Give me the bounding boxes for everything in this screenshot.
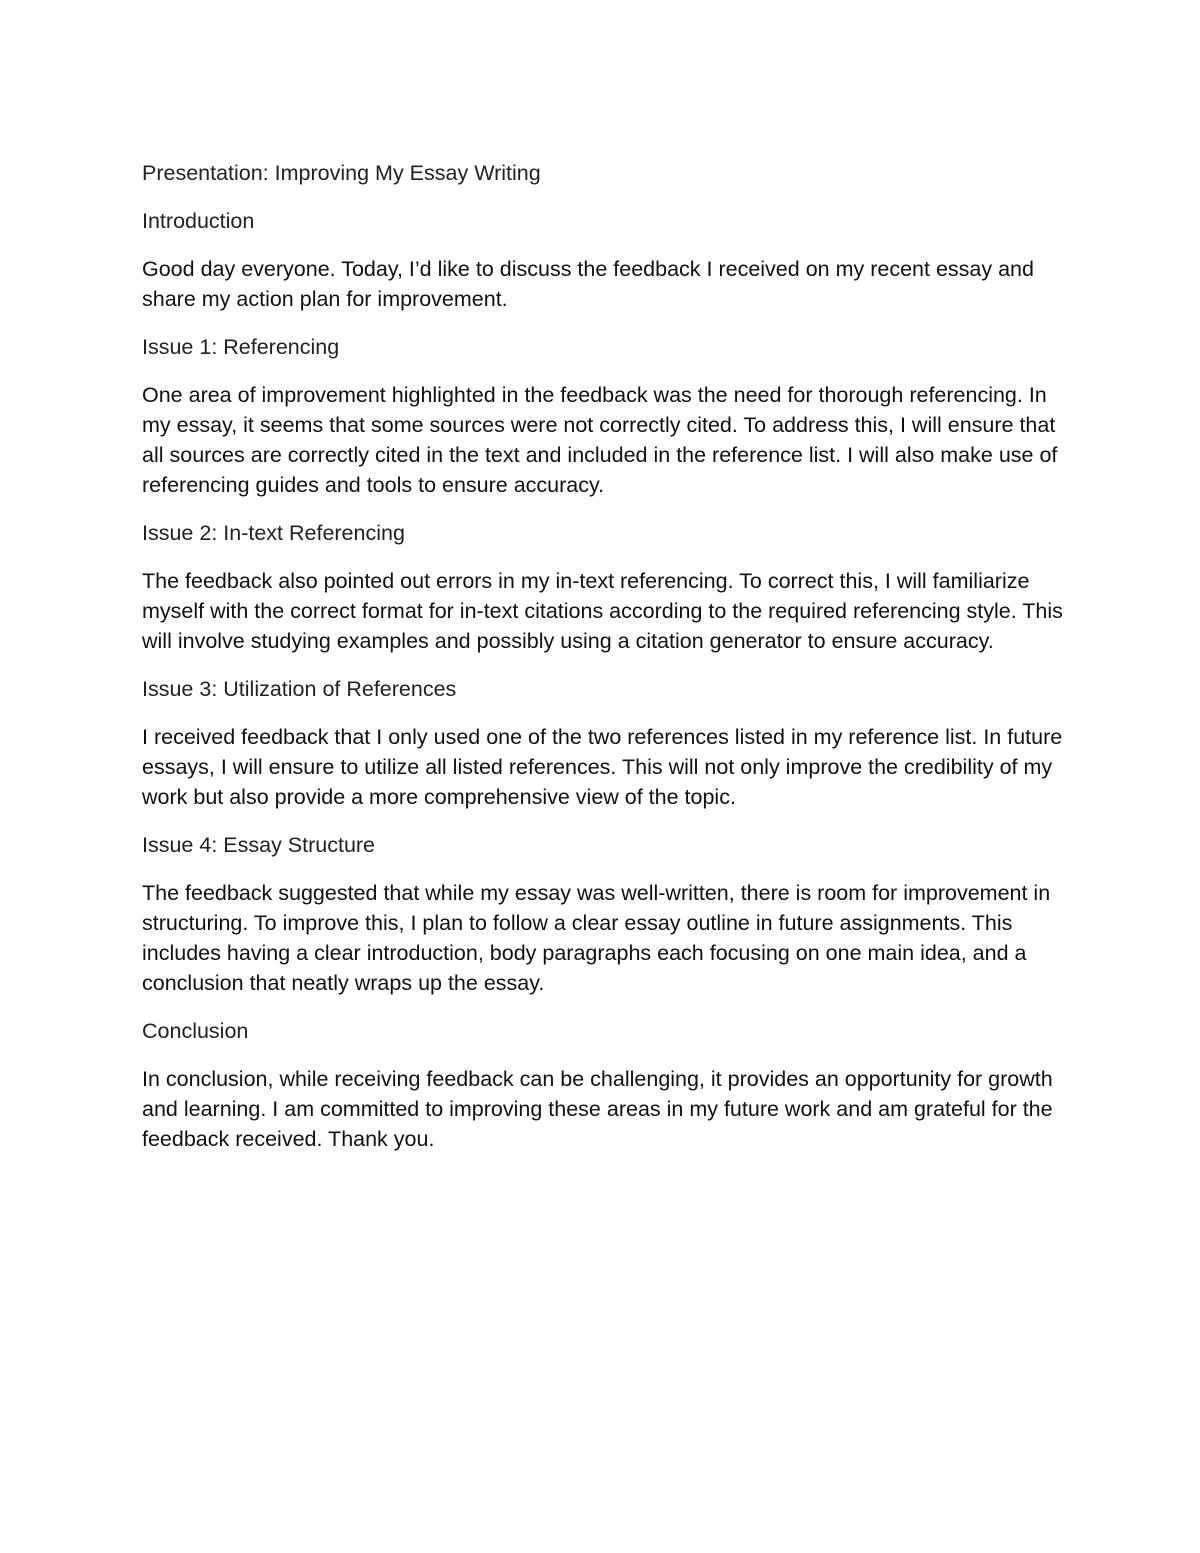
document-title: Presentation: Improving My Essay Writing bbox=[142, 161, 541, 185]
section-body-issue-1: One area of improvement highlighted in the feedback was the need for thorough referencing. In my essay, it seems that some sources were not correctly cited. To address this, I will ensure that all sources are correctly cited in the text and included in the reference list. I will also make use of referencing guides and tools to ensure accuracy. bbox=[142, 383, 1058, 497]
document-content bbox=[142, 158, 1072, 1172]
section-heading-issue-1: Issue 1: Referencing bbox=[142, 335, 340, 359]
section-heading-introduction: Introduction bbox=[142, 209, 255, 233]
section-heading-issue-2: Issue 2: In-text Referencing bbox=[142, 521, 405, 545]
section-heading-conclusion: Conclusion bbox=[142, 1019, 249, 1043]
section-body-issue-2: The feedback also pointed out errors in my in-text referencing. To correct this, I will familiarize myself with the correct format for in-text citations according to the required referencing style. This will involve studying examples and possibly using a citation generator to ensure accuracy. bbox=[142, 569, 1063, 653]
section-heading-issue-4: Issue 4: Essay Structure bbox=[142, 833, 376, 857]
section-body-conclusion: In conclusion, while receiving feedback can be challenging, it provides an opportunity for growth and learning. I am committed to improving these areas in my future work and am grateful for the feedback received. Thank you. bbox=[142, 1067, 1053, 1151]
section-body-issue-3: I received feedback that I only used one of the two references listed in my reference list. In future essays, I will ensure to utilize all listed references. This will not only improve the credibility of my work but also provide a more comprehensive view of the topic. bbox=[142, 725, 1063, 809]
section-heading-issue-3: Issue 3: Utilization of References bbox=[142, 677, 457, 701]
section-body-introduction: Good day everyone. Today, I’d like to discuss the feedback I received on my recent essay and share my action plan for improvement. bbox=[142, 257, 1034, 311]
section-body-issue-4: The feedback suggested that while my essay was well-written, there is room for improvement in structuring. To improve this, I plan to follow a clear essay outline in future assignments. This includes having a clear introduction, body paragraphs each focusing on one main idea, and a conclusion that neatly wraps up the essay. bbox=[142, 881, 1051, 995]
